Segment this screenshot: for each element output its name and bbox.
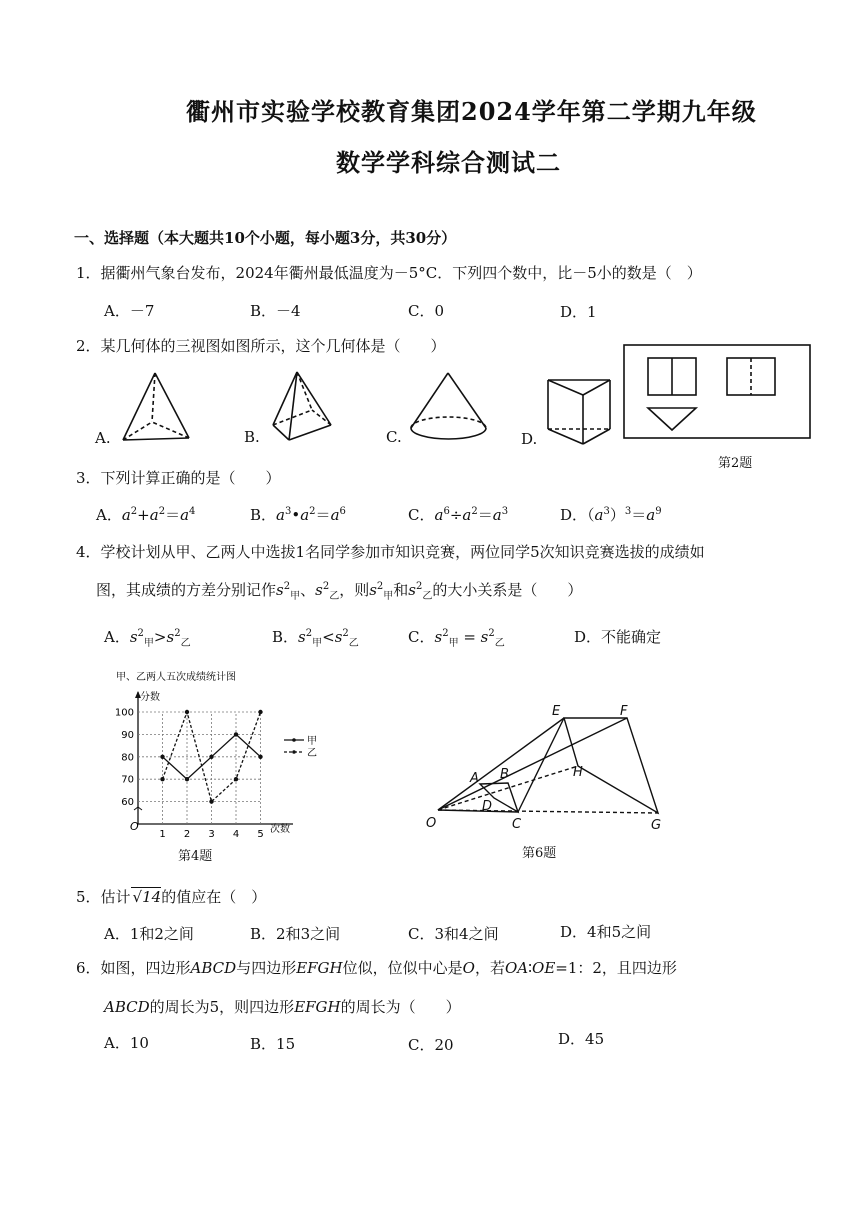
q2-figures: [0, 0, 860, 480]
page-title-line2: 数学学科综合测试二: [336, 148, 561, 177]
point-e-label: E: [552, 704, 561, 719]
x-tick-label: 1: [159, 829, 166, 840]
section-heading: 一、选择题（本大题共10个小题，每小题3分，共30分）: [74, 229, 457, 247]
q4-stem-line2: 图，其成绩的方差分别记作$s^2_甲$、$s^2_乙$，则$s^2_甲$和$s^2_乙$的大小关系是（ ）: [96, 581, 583, 602]
y-tick-label: 100: [114, 707, 134, 719]
legend-marker-1: [292, 738, 296, 742]
point-f-label: F: [620, 704, 628, 719]
point-b-label: B: [500, 767, 509, 782]
q4-option-d: D．不能确定: [574, 628, 662, 646]
q2-caption: 第2题: [718, 456, 753, 471]
y-tick-label: 60: [121, 797, 134, 809]
series-2-point: [185, 710, 189, 714]
point-o-label: O: [426, 816, 437, 831]
q4-line-chart: [100, 666, 320, 866]
cone-figure: [411, 373, 486, 439]
square-pyramid-figure: [273, 372, 331, 440]
x-tick-label: 4: [232, 829, 240, 840]
tetrahedron-figure: [123, 373, 189, 440]
series-2-point: [234, 777, 238, 781]
q5-radicand: 14: [142, 888, 162, 906]
q6-option-a: A．10: [104, 1034, 149, 1052]
q6-figure: [420, 700, 680, 840]
chart-title: 甲、乙两人五次成绩统计图: [116, 672, 236, 683]
series-2-point: [160, 777, 164, 781]
q4-option-a: A．$s^2_甲>s^2_乙$: [104, 628, 191, 649]
y-tick-label: 90: [121, 729, 134, 741]
q3-option-c: C．$a^6\div a^2=a^3$: [408, 506, 509, 524]
y-axis-label: 分数: [140, 692, 160, 703]
series-2-point: [258, 710, 262, 714]
q6-option-d: D．45: [558, 1030, 605, 1048]
origin-label: O: [130, 820, 139, 833]
series-1-point: [234, 732, 238, 736]
page-title-line1: 衢州市实验学校教育集团2024学年第二学期九年级: [186, 97, 757, 126]
q3-option-a: A．$a^2+a^2=a^4$: [96, 506, 196, 524]
x-tick-label: 3: [208, 829, 215, 840]
q4-stem-line1: 4．学校计划从甲、乙两人中选拔1名同学参加市知识竞赛，两位同学5次知识竞赛选拔的成绩如: [76, 543, 705, 561]
q5-option-d: D．4和5之间: [560, 923, 652, 941]
q3-stem: [76, 467, 281, 488]
q4-option-c: C．$s^2_甲 = s^2_乙$: [408, 628, 505, 649]
q5-option-a: A．1和2之间: [104, 925, 194, 943]
q2-option-d: D.: [521, 430, 538, 448]
y-tick-label: 70: [121, 774, 134, 786]
q5-option-c: C．3和4之间: [408, 925, 499, 943]
point-c-label: C: [512, 817, 522, 832]
q1-option-c: C．0: [408, 302, 445, 320]
point-a-label: A: [470, 771, 479, 786]
point-h-label: H: [573, 765, 583, 780]
legend-marker-2: [292, 750, 296, 754]
q6-stem-line2: ABCD的周长为5，则四边形EFGH的周长为（ ）: [104, 998, 461, 1016]
series-1-point: [209, 755, 213, 759]
q3-option-b: B．$a^3•a^2=a^6$: [250, 506, 346, 524]
series-1-point: [160, 755, 164, 759]
x-axis-label: 次数: [270, 824, 290, 835]
q3-option-d: D．$(a^3)^3=a^9$: [560, 506, 662, 524]
point-g-label: G: [651, 818, 662, 833]
q1-option-b: B．－4: [250, 302, 301, 320]
x-tick-label: 2: [183, 829, 191, 840]
q3-text: 下列计算正确的是（ ）: [100, 469, 281, 487]
x-tick-label: 5: [257, 829, 264, 840]
q2-option-c: C.: [386, 428, 402, 446]
q4-option-b: B．$s^2_甲<s^2_乙$: [272, 628, 359, 649]
q2-stem: 2．某几何体的三视图如图所示，这个几何体是（ ）: [76, 337, 446, 355]
point-d-label: D: [482, 799, 493, 814]
q5-option-b: B．2和3之间: [250, 925, 341, 943]
legend-label-1: 甲: [307, 736, 317, 747]
q6-option-b: B．15: [250, 1035, 296, 1053]
q1-option-d: D．1: [560, 303, 597, 321]
series-2-point: [209, 799, 213, 803]
three-view-diagram: [624, 345, 810, 438]
q2-option-a: A.: [95, 429, 111, 447]
q2-option-b: B.: [244, 428, 260, 446]
q5-stem: 5．估计 √14的值应在（ ）: [76, 888, 267, 906]
series-1-point: [185, 777, 189, 781]
q6-option-c: C．20: [408, 1036, 454, 1054]
legend-label-2: 乙: [307, 748, 317, 759]
q1-stem: 1．据衢州气象台发布，2024年衢州最低温度为－5°C．下列四个数中，比－5小的数是（ ）: [76, 264, 702, 282]
q6-stem-line1: 6．如图，四边形ABCD与四边形EFGH位似，位似中心是O，若OA∶OE=1：2，且四边形: [76, 959, 677, 977]
q1-option-a: A．－7: [104, 302, 155, 320]
series-1-point: [258, 755, 262, 759]
q3-number: 3．: [76, 469, 101, 487]
q6-caption: 第6题: [522, 846, 557, 861]
triangular-prism-figure: [548, 380, 610, 444]
y-tick-label: 80: [121, 752, 134, 764]
q4-caption: 第4题: [178, 849, 213, 864]
